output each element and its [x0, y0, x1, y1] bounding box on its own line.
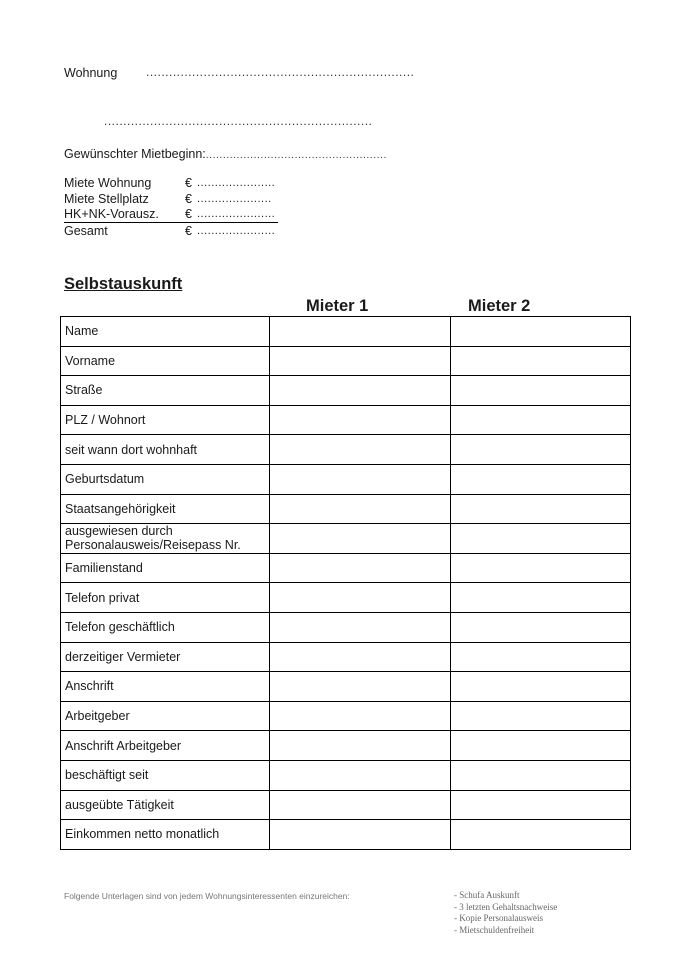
row-label-birth-date: Geburtsdatum [61, 464, 270, 494]
tenant-1-current-landlord-field[interactable] [270, 642, 451, 672]
row-label-address: Anschrift [61, 672, 270, 702]
tenant-2-employer-address-field[interactable] [451, 731, 631, 761]
rent-start-label [64, 147, 387, 161]
table-row [61, 405, 631, 435]
tenant-2-residing-since-field[interactable] [451, 435, 631, 465]
apartment-dots: ...................................................................... [146, 65, 415, 79]
tenant-1-residing-since-field[interactable] [270, 435, 451, 465]
table-row [61, 435, 631, 465]
table-row [61, 701, 631, 731]
table-row [61, 790, 631, 820]
table-row [61, 612, 631, 642]
table-row [61, 317, 631, 347]
row-label-net-income: Einkommen netto monatlich [61, 820, 270, 850]
tenant-1-postcode-city-field[interactable] [270, 405, 451, 435]
tenant-2-name-field[interactable] [451, 317, 631, 347]
table-row [61, 642, 631, 672]
tenant-1-employed-since-field[interactable] [270, 760, 451, 790]
tenant-2-id-document-field[interactable] [451, 524, 631, 554]
tenant-1-employer-field[interactable] [270, 701, 451, 731]
tenant-2-phone-private-field[interactable] [451, 583, 631, 613]
row-label-identified-by-line-2: Personalausweis/Reisepass Nr. [65, 538, 241, 553]
list-item: - Schufa Auskunft [454, 890, 520, 900]
table-row [61, 494, 631, 524]
table-row [61, 731, 631, 761]
tenant-2-address-field[interactable] [451, 672, 631, 702]
tenant-1-id-document-field[interactable] [270, 524, 451, 554]
table-row [61, 346, 631, 376]
tenant-2-net-income-field[interactable] [451, 820, 631, 850]
row-label-first-name: Vorname [61, 346, 270, 376]
tenant-1-name-field[interactable] [270, 317, 451, 347]
required-documents-list [454, 890, 557, 936]
tenant-2-nationality-field[interactable] [451, 494, 631, 524]
row-label-residing-since: seit wann dort wohnhaft [61, 435, 270, 465]
list-item: - 3 letzten Gehaltsnachweise [454, 901, 558, 912]
tenant-2-current-landlord-field[interactable] [451, 642, 631, 672]
tenant-2-street-field[interactable] [451, 376, 631, 406]
row-label-employed-since: beschäftigt seit [61, 760, 270, 790]
rent-row-label: HK+NK-Vorausz. [64, 207, 159, 221]
row-label-employer-address: Anschrift Arbeitgeber [61, 731, 270, 761]
rent-row-dots: ...................... [197, 225, 276, 237]
tenant-2-occupation-field[interactable] [451, 790, 631, 820]
list-item: - Kopie Personalausweis [454, 913, 543, 923]
column-header-tenant-2: Mieter 2 [468, 297, 531, 315]
table-row [61, 464, 631, 494]
row-label-name: Name [61, 317, 270, 347]
row-label-employer: Arbeitgeber [61, 701, 270, 731]
table-row [61, 553, 631, 583]
tenant-1-nationality-field[interactable] [270, 494, 451, 524]
list-item: - Mietschuldenfreiheit [454, 924, 535, 935]
tenant-1-phone-business-field[interactable] [270, 612, 451, 642]
row-label-occupation: ausgeübte Tätigkeit [61, 790, 270, 820]
tenant-1-occupation-field[interactable] [270, 790, 451, 820]
tenant-1-net-income-field[interactable] [270, 820, 451, 850]
table-row [61, 583, 631, 613]
tenant-2-employer-field[interactable] [451, 701, 631, 731]
currency-symbol: € [185, 176, 192, 190]
row-label-phone-private: Telefon privat [61, 583, 270, 613]
tenant-1-street-field[interactable] [270, 376, 451, 406]
rent-row-dots: ...................... [197, 177, 276, 189]
rent-row-dots: ...................... [197, 208, 276, 220]
tenant-2-employed-since-field[interactable] [451, 760, 631, 790]
row-label-current-landlord: derzeitiger Vermieter [61, 642, 270, 672]
row-label-postcode-city: PLZ / Wohnort [61, 405, 270, 435]
table-row [61, 524, 631, 554]
tenant-2-birth-date-field[interactable] [451, 464, 631, 494]
tenant-2-phone-business-field[interactable] [451, 612, 631, 642]
currency-symbol: € [185, 207, 192, 221]
rent-row-label: Gesamt [64, 224, 108, 238]
table-row [61, 820, 631, 850]
tenant-1-phone-private-field[interactable] [270, 583, 451, 613]
tenant-1-marital-status-field[interactable] [270, 553, 451, 583]
rent-row-heating-costs [64, 206, 278, 223]
self-disclosure-table [60, 316, 631, 850]
column-header-tenant-1: Mieter 1 [306, 297, 369, 315]
tenant-2-postcode-city-field[interactable] [451, 405, 631, 435]
section-title: Selbstauskunft [64, 275, 183, 293]
tenant-1-birth-date-field[interactable] [270, 464, 451, 494]
table-row [61, 760, 631, 790]
row-label-street: Straße [61, 376, 270, 406]
tenant-1-employer-address-field[interactable] [270, 731, 451, 761]
row-label-identified-by-line-1: ausgewiesen durch [65, 524, 173, 539]
table-row [61, 376, 631, 406]
tenant-1-first-name-field[interactable] [270, 346, 451, 376]
row-label-nationality: Staatsangehörigkeit [61, 494, 270, 524]
currency-symbol: € [185, 192, 192, 206]
row-label-identified-by [61, 524, 270, 554]
tenant-1-address-field[interactable] [270, 672, 451, 702]
apartment-label: Wohnung [64, 66, 118, 80]
required-documents-note: Folgende Unterlagen sind von jedem Wohnungsinteressenten einzureichen: [64, 891, 350, 901]
rent-start-dots: ..................................................... [205, 149, 387, 161]
rent-start-label-text: Gewünschter Mietbeginn: [64, 147, 206, 161]
table-row [61, 672, 631, 702]
rent-row-label: Miete Wohnung [64, 176, 152, 190]
row-label-phone-business: Telefon geschäftlich [61, 612, 270, 642]
row-label-marital-status: Familienstand [61, 553, 270, 583]
currency-symbol: € [185, 224, 192, 238]
tenant-2-first-name-field[interactable] [451, 346, 631, 376]
rent-row-label: Miete Stellplatz [64, 192, 149, 206]
tenant-2-marital-status-field[interactable] [451, 553, 631, 583]
rent-row-dots: ..................... [197, 193, 272, 205]
apartment-dots-line-2: ...................................................................... [104, 114, 373, 128]
